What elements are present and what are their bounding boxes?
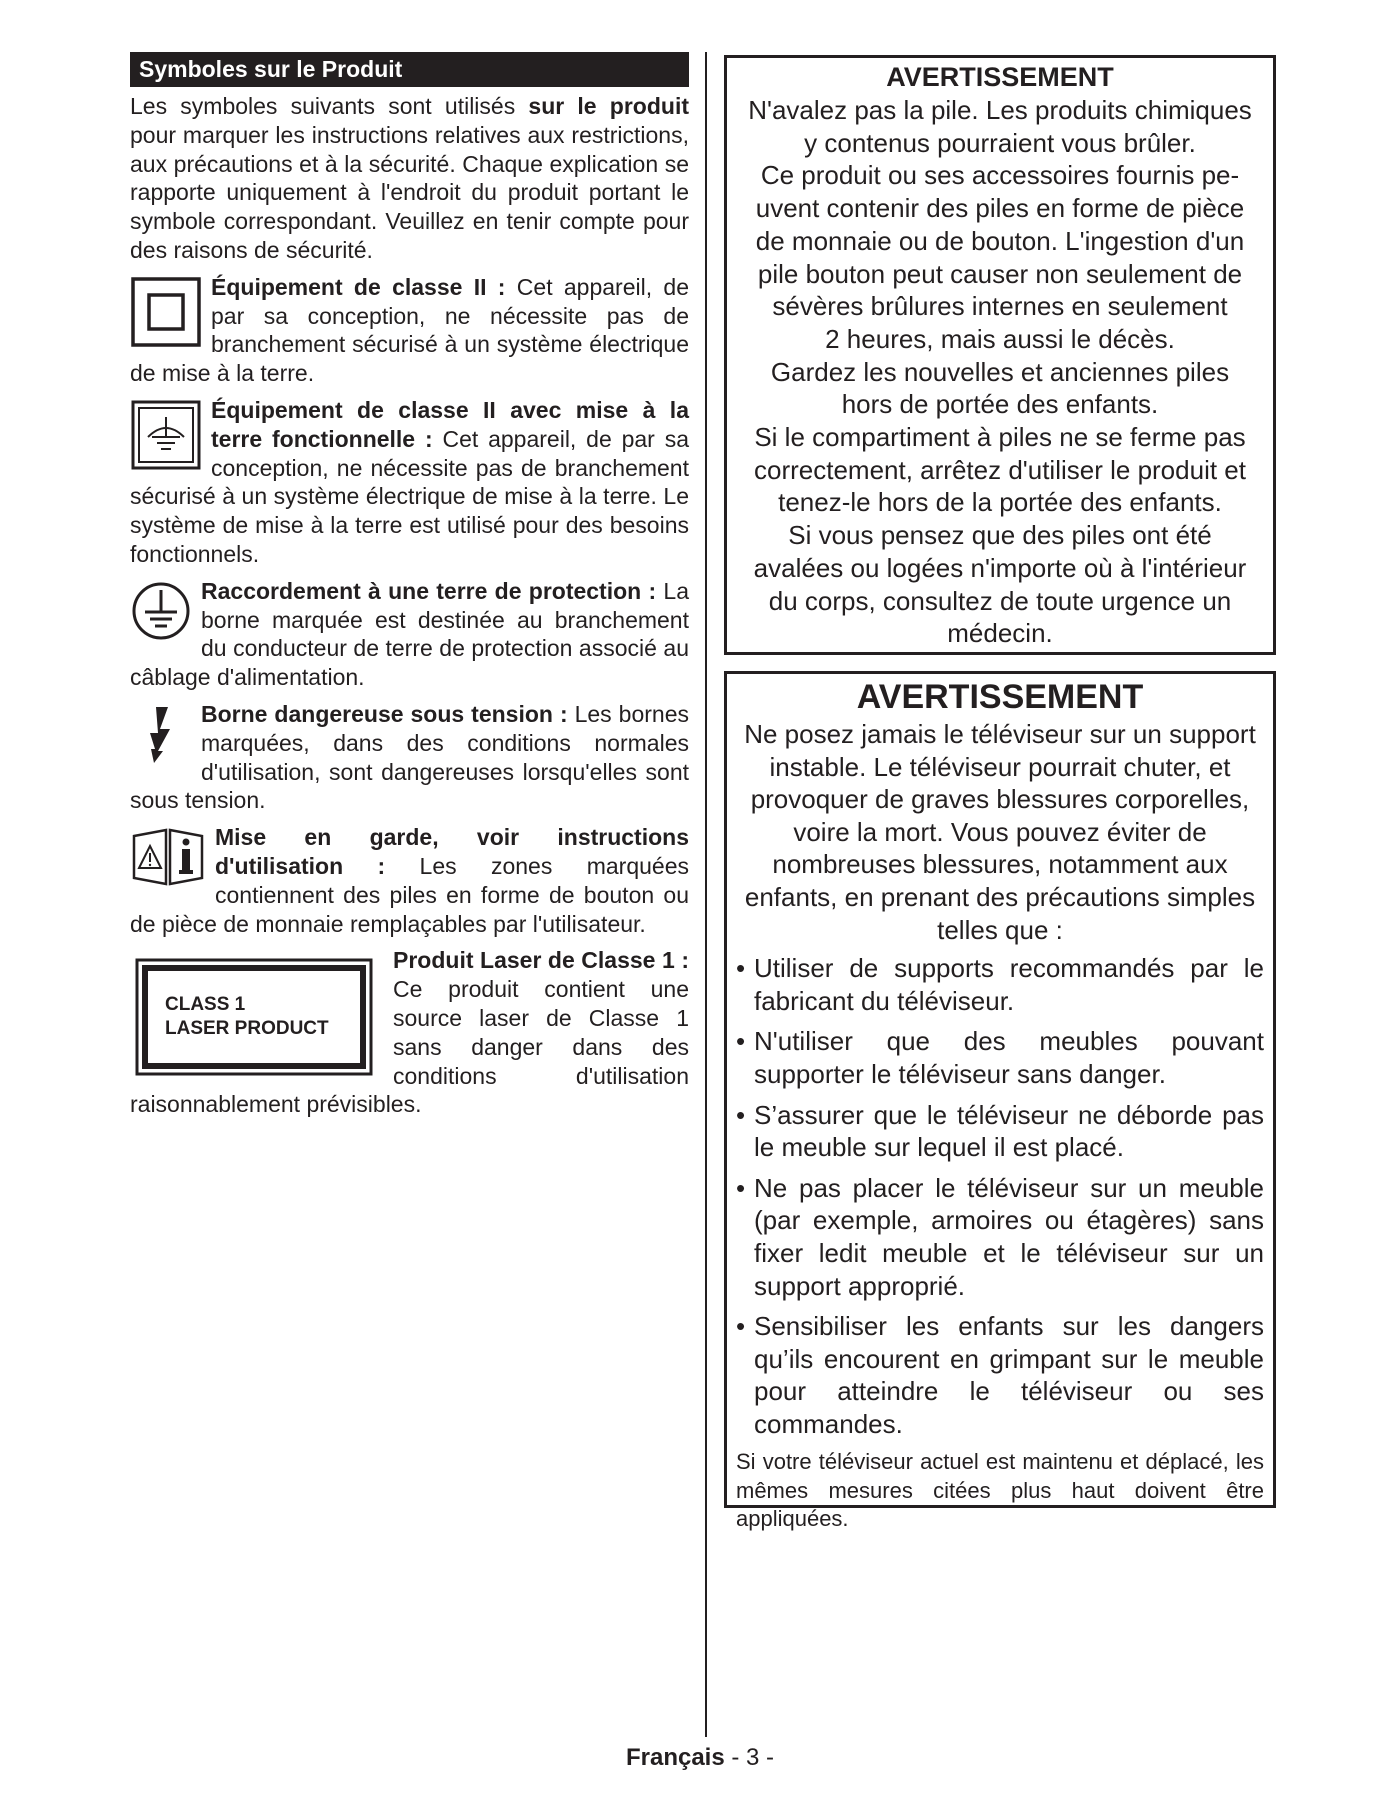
page-footer — [0, 1743, 1400, 1773]
caution-manual-icon — [130, 826, 206, 888]
symbol-dangerous-live — [130, 700, 689, 815]
symbol-text: Les bornes marquées, dans des conditions normales d'utilisation, sont dangereuses lorsqu'elles sont sous tension. — [130, 700, 689, 814]
column-divider — [705, 52, 707, 1737]
warning-line: avalées ou logées n'importe où à l'intérieur — [753, 552, 1247, 583]
stability-warning-title: AVERTISSEMENT — [856, 678, 1144, 716]
symbol-text: Cet appareil, de par sa conception, ne nécessite pas de branchement sécurisé à un système électrique de mise à la terre. Le système de mise à la terre est utilisé pour des besoins fonctionnels. — [130, 425, 689, 567]
symbol-title: Équipement de classe II avec mise à la terre fonctionnelle : — [211, 396, 689, 452]
left-column — [130, 52, 689, 1119]
symbol-text: Cet appareil, de par sa conception, ne nécessite pas de branchement sécurisé à un système électrique de mise à la terre. — [130, 273, 690, 387]
warning-line: 2 heures, mais aussi le décès. — [825, 323, 1175, 354]
symbol-title: Produit Laser de Classe 1 : — [393, 947, 689, 974]
lightning-icon — [130, 703, 192, 765]
warning-line: Ce produit ou ses accessoires fournis pe- — [760, 160, 1240, 191]
symbol-title: Équipement de classe II : — [211, 273, 506, 300]
page-number: - 3 - — [724, 1744, 775, 1771]
battery-warning-box — [724, 55, 1276, 655]
laser-label-icon — [135, 958, 373, 1076]
symbol-text: Les zones marquées contiennent des piles en forme de bouton ou de pièce de monnaie remplaçables par l'utilisateur. — [130, 852, 689, 937]
bullet-icon: • — [736, 1099, 746, 1130]
warning-line: du corps, consultez de toute urgence un — [768, 585, 1232, 616]
precaution-list — [736, 952, 1264, 1440]
symbol-laser-product — [130, 946, 689, 1119]
functional-earth-icon — [130, 399, 202, 471]
footer-language: Français — [625, 1744, 725, 1771]
symbol-text: La borne marquée est destinée au branchement du conducteur de terre de protection associé au câblage d'alimentation. — [130, 577, 689, 691]
bullet-icon: • — [736, 1172, 746, 1203]
symbol-title: Raccordement à une terre de protection : — [201, 577, 657, 604]
battery-warning-title: AVERTISSEMENT — [886, 62, 1114, 92]
warning-line: uvent contenir des piles en forme de pièce — [755, 193, 1245, 224]
section-intro: Les symboles suivants sont utilisés sur le produit pour marquer les instructions relatives aux restrictions, aux précautions et à la sécurité. Chaque explication se rapporte uniquement à l'endroit du produit portant le symbole correspondant. Veuillez en tenir compte pour des raisons de sécurité. — [130, 93, 690, 263]
section-title: Symboles sur le Produit — [130, 52, 689, 87]
warning-line: y contenus pourraient vous brûler. — [804, 127, 1196, 158]
symbol-protective-earth — [130, 577, 689, 692]
warning-line: tenez-le hors de la portée des enfants. — [778, 487, 1222, 518]
warning-line: N'avalez pas la pile. Les produits chimiques — [748, 95, 1252, 125]
class-ii-square-icon — [130, 276, 202, 348]
symbol-title: Borne dangereuse sous tension : — [201, 700, 568, 727]
symbol-text: Ce produit contient une source laser de Classe 1 sans danger dans des conditions d'utilisation raisonnablement prévisibles. — [130, 976, 689, 1118]
list-item: • Ne pas placer le téléviseur sur un meuble (par exemple, armoires ou étagères) sans fixer ledit meuble et le téléviseur sur un support approprié. — [736, 1172, 1264, 1301]
protective-earth-icon — [130, 580, 192, 642]
list-item: • N'utiliser que des meubles pouvant supporter le téléviseur sans danger. — [736, 1026, 1264, 1089]
symbol-caution-manual — [130, 823, 689, 938]
stability-warning-note: Si votre téléviseur actuel est maintenu et déplacé, les mêmes mesures citées plus haut doivent être appliquées. — [736, 1449, 1264, 1532]
laser-label-line2: LASER PRODUCT — [165, 1018, 329, 1040]
warning-line: Gardez les nouvelles et anciennes piles — [770, 356, 1230, 387]
warning-line: sévères brûlures internes en seulement — [772, 291, 1228, 322]
stability-warning-intro: Ne posez jamais le téléviseur sur un support instable. Le téléviseur pourrait chuter, et provoquer de graves blessures corporelles, voire la mort. Vous pouvez éviter de nombreuses blessures, notamment aux enfants, en prenant des précautions simples telles que : — [744, 719, 1256, 945]
warning-line: correctement, arrêtez d'utiliser le produit et — [754, 454, 1246, 485]
symbol-class-ii — [130, 273, 689, 388]
warning-line: pile bouton peut causer non seulement de — [757, 258, 1243, 289]
list-item: • Sensibiliser les enfants sur les dangers qu’ils encourent en grimpant sur le meuble pour atteindre le téléviseur ou ses commandes. — [736, 1311, 1264, 1439]
list-item: • S’assurer que le téléviseur ne déborde pas le meuble sur lequel il est placé. — [736, 1099, 1264, 1163]
warning-line: Si vous pensez que des piles ont été — [788, 520, 1212, 551]
list-item: • Utiliser de supports recommandés par le fabricant du téléviseur. — [736, 953, 1264, 1016]
bullet-icon: • — [736, 1026, 746, 1057]
warning-line: Si le compartiment à piles ne se ferme pas — [754, 422, 1246, 453]
laser-label-line1: CLASS 1 — [165, 994, 246, 1016]
battery-warning-body — [736, 94, 1264, 650]
warning-line: hors de portée des enfants. — [841, 389, 1159, 420]
bullet-icon: • — [736, 953, 746, 984]
symbol-class-ii-functional-earth — [130, 396, 689, 569]
warning-line: médecin. — [947, 618, 1053, 649]
bullet-icon: • — [736, 1311, 746, 1342]
stability-warning-box — [724, 671, 1276, 1532]
symbol-title: Mise en garde, voir instructions d'utilisation : — [215, 824, 689, 879]
warning-line: de monnaie ou de bouton. L'ingestion d'un — [755, 225, 1245, 256]
